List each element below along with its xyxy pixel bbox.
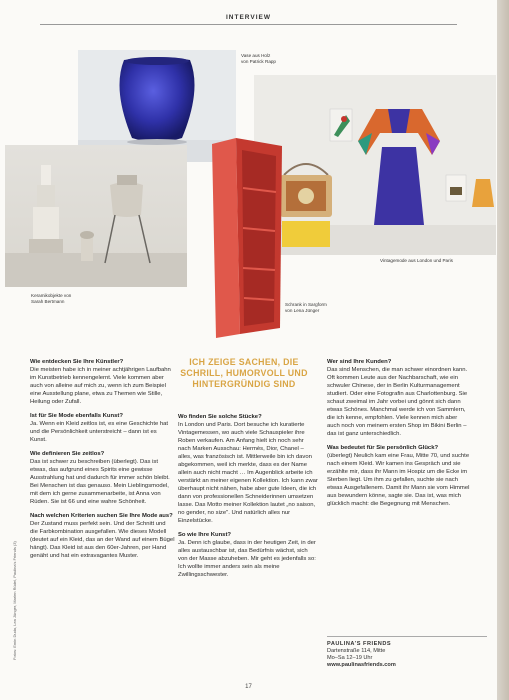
page-number: 17 (245, 684, 252, 690)
answer: Die meisten habe ich in meiner achtjährigen Laufbahn im Kunstbetrieb kennengelernt. Viele kommen aber auch von alleine auf mich zu, wenn ich zum Beispiel eine Ausstellung plane, etwa zu Themen wie Stille, Heilung oder Zufall. (30, 367, 171, 405)
shop-name: PAULINA'S FRIENDS (327, 641, 392, 647)
caption-vintage: Vintagemode aus London und Paris (380, 258, 453, 263)
shop-info-box (327, 636, 487, 669)
vintage-fashion-photo (254, 75, 496, 255)
shop-hours: Mo–Sa 12–19 Uhr (327, 655, 373, 661)
answer: Ja. Wenn ein Kleid zeitlos ist, es eine Geschichte hat und die Persönlichkeit unterstreicht – dann ist es Kunst. (30, 421, 169, 443)
caption-ceramic: Keramikobjekte von Sarah Bertmann (31, 293, 72, 304)
answer: Ja. Denn ich glaube, dass in der heutigen Zeit, in der alles austauschbar ist, das Bedürfnis wächst, sich von der Masse abzuheben. Mir geht es jedenfalls so: Ich wollte immer anders sein als meine Zwillingsschwester. (178, 540, 316, 578)
caption-vase: Vase aus Holz von Patrick Rapp (241, 53, 276, 64)
shop-website[interactable]: www.paulinasfriends.com (327, 662, 396, 668)
question: Ist für Sie Mode ebenfalls Kunst? (30, 413, 123, 419)
question: Wie entdecken Sie Ihre Künstler? (30, 359, 124, 365)
section-header: INTERVIEW (226, 14, 271, 21)
question: Was bedeutet für Sie persönlich Glück? (327, 445, 439, 451)
question: Wie definieren Sie zeitlos? (30, 451, 105, 457)
page-edge (497, 0, 509, 700)
ceramic-objects-photo (5, 145, 187, 287)
answer: (überlegt) Neulich kam eine Frau, Mitte 70, und suchte nach einem Kleid. Wir kamen ins Gespräch und sie erzählte mir, dass ihr Mann im Hospiz um die Ecke im Sterben liegt. Um ihm zu gefallen, suchte sie nach etwas Ausgefallenem. Damit ihr Mann sie vom Himmel aus bewundern könne, sagte sie. Das ist, was mich glücklich macht: die Begegnung mit Menschen. (327, 453, 470, 507)
answer: In London und Paris. Dort besuche ich kuratierte Vintagemessen, wo auch viele Schauspieler ihre Roben verkaufen. Am Anfang hielt ich noch sehr nach Marken Ausschau: Hermès, Dior, Chanel – alles, was französisch ist. Mittlerweile bin ich davon abgekommen, weil ich merkte, dass es der Name allein auch nicht macht … Im Augenblick arbeite ich verstärkt an meiner eigenen Kollektion. Ich kann zwar überhaupt nicht nähen, habe aber gute Ideen, die ich dann von professionellen Schneiderinnen umsetzen lasse. Das Motto meiner Kollektion lautet „no saison, no gender, no size". Und natürlich alles nur Einzelstücke. (178, 422, 318, 524)
caption-cabinet: Schrank in Sargform von Lena Jünger (285, 302, 327, 313)
answer: Das ist schwer zu beschreiben (überlegt). Das ist etwas, das aufgrund eines Spirits eine gewisse Ausstrahlung hat und dadurch für immer schön bleibt. Bei Menschen ist das genauso. Mein Lieblingsmodel, mit dem ich gerne zusammenarbeite, ist Anna von Rüden. Sie ist 66 und eine wahre Schönheit. (30, 459, 170, 505)
article-column-1 (30, 358, 175, 566)
article-column-3 (327, 358, 470, 514)
question: Wer sind Ihre Kunden? (327, 359, 392, 365)
shop-address: Dartenstraße 114, Mitte (327, 648, 386, 654)
header-rule (40, 24, 457, 25)
info-rule (327, 636, 487, 637)
question: Nach welchen Kriterien suchen Sie Ihre Mode aus? (30, 513, 173, 519)
question: Wo finden Sie solche Stücke? (178, 414, 262, 420)
answer: Das sind Menschen, die man schwer einordnen kann. Oft kommen Leute aus der Nachbarschaft, wie ein schwuler Chinese, der in Berlin Kulturmanagement studiert. Oder eine Fotografin aus Charlottenburg. Sie schaut zweimal im Jahr vorbei und gönnt sich dann etwas Schönes. Manchmal werde ich von Sammlern, die ich kenne, empfohlen. Viele kennen mich aber auch noch von meinem ersten Shop im Bikini Berlin – das ist ganz unterschiedlich. (327, 367, 468, 437)
question: So wie Ihre Kunst? (178, 532, 232, 538)
pull-quote: ICH ZEIGE SACHEN, DIE SCHRILL, HUMORVOLL UND HINTERGRÜNDIG SIND (180, 357, 308, 389)
answer: Der Zustand muss perfekt sein. Und der Schnitt und die Farbkombination ausgefallen. Wie dieses Modell (deutet auf ein Kleid, das an der Wand auf einem Bügel hängt). Das Kleid ist aus den 60er-Jahren, per Hand genäht und hat ein extravagantes Muster. (30, 521, 175, 559)
cabinet-photo (210, 138, 285, 340)
article-column-2 (178, 413, 318, 585)
photo-credit: Fotos: Emin Duda, Lea Jünger, Marlen Rüdel, Paulina's Friends (3) (12, 541, 17, 660)
